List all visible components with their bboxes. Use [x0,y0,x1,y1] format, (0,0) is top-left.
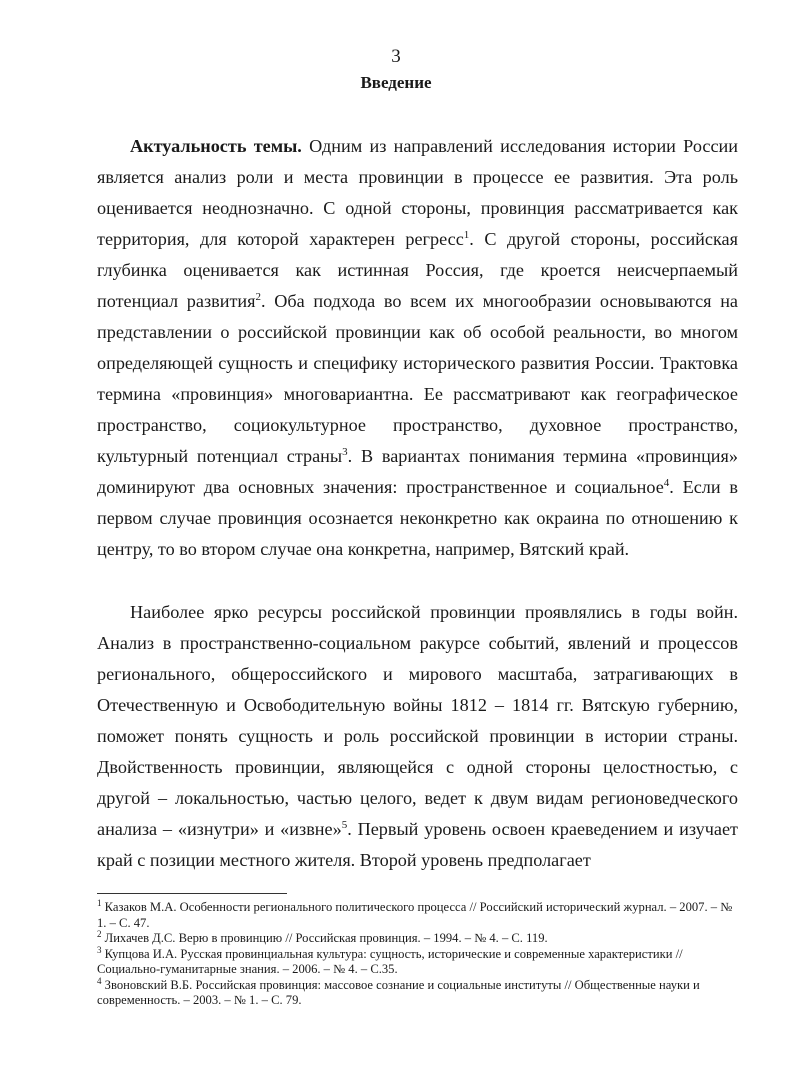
footnote [97,944,738,978]
body-paragraph-1 [97,131,738,565]
paragraph-text: Одним из направлений исследования истории России является анализ роли и места провинции в процессе ее развития. Эта роль оценивается неоднозначно. С одной стороны, провинция рассматривается как территория, для которой характерен регресс [97,136,738,249]
footnote-ref: 1 [463,228,470,241]
paragraph-text: . Первый уровень освоен краеведением и изучает край с позиции местного жителя. Второй уровень предполагает [97,819,738,870]
footnote-ref: 3 [342,445,348,458]
footnote-text: Звоновский В.Б. Российская провинция: массовое сознание и социальные институты // Общественные науки и современность. – 2003. – № 1. – С. 79. [97,977,700,1007]
footnote-text: Казаков М.А. Особенности регионального политического процесса // Российский исторический журнал. – 2007. – № 1. – С. 47. [97,900,733,930]
paragraph-lead: Актуальность темы. [130,136,302,156]
paragraph-text: . В вариантах понимания термина «провинция» доминируют два основных значения: пространственное и социальное [97,446,738,497]
footnote-ref: 2 [255,290,262,303]
footnotes [97,897,738,1009]
paragraph-text: Наиболее ярко ресурсы российской провинции проявлялись в годы войн. Анализ в пространственно-социальном ракурсе событий, явлений и процессов регионального, общероссийского и мирового масштаба, затрагивающих в Отечественную и Освободительную войны 1812 – 1814 гг. Вятскую губернию, поможет понять сущность и роль российской провинции в истории страны. Двойственность провинции, являющейся с одной стороны целостностью, с другой – локальностью, частью целого, ведет к двум видам регионоведческого анализа – «изнутри» и «извне» [97,602,738,839]
footnote-ref: 5 [341,818,348,831]
footnote [97,975,738,1009]
footnote-number: 4 [97,975,102,986]
footnote-text: Купцова И.А. Русская провинциальная культура: сущность, исторические и современные характеристики // Социально-гуманитарные знания. – 2006. – № 4. – С.35. [97,946,683,976]
footnote-ref: 4 [663,476,670,489]
footnote-separator [97,893,287,894]
footnote-number: 1 [97,897,102,908]
paragraph-text: . С другой стороны, российская глубинка оценивается как истинная Россия, где кроется неисчерпаемый потенциал развития [97,229,738,311]
paragraph-text: . Если в первом случае провинция осознается неконкретно как окраина по отношению к центру, то во втором случае она конкретна, например, Вятский край. [97,477,738,559]
section-heading: Введение [360,73,432,92]
footnote-number: 3 [97,944,102,955]
footnote-number: 2 [97,928,102,939]
page-number: 3 [391,46,401,67]
paragraph-text: . Оба подхода во всем их многообразии основываются на представлении о российской провинции как об особой реальности, во многом определяющей сущность и специфику исторического развития России. Трактовка термина «провинция» многовариантна. Ее рассматривают как географическое пространство, социокультурное пространство, духовное пространство, культурный потенциал страны [97,291,738,466]
footnote [97,897,738,931]
body-paragraph-2 [97,597,738,876]
footnote [97,928,738,947]
footnote-text: Лихачев Д.С. Верю в провинцию // Российская провинция. – 1994. – № 4. – С. 119. [104,931,548,945]
